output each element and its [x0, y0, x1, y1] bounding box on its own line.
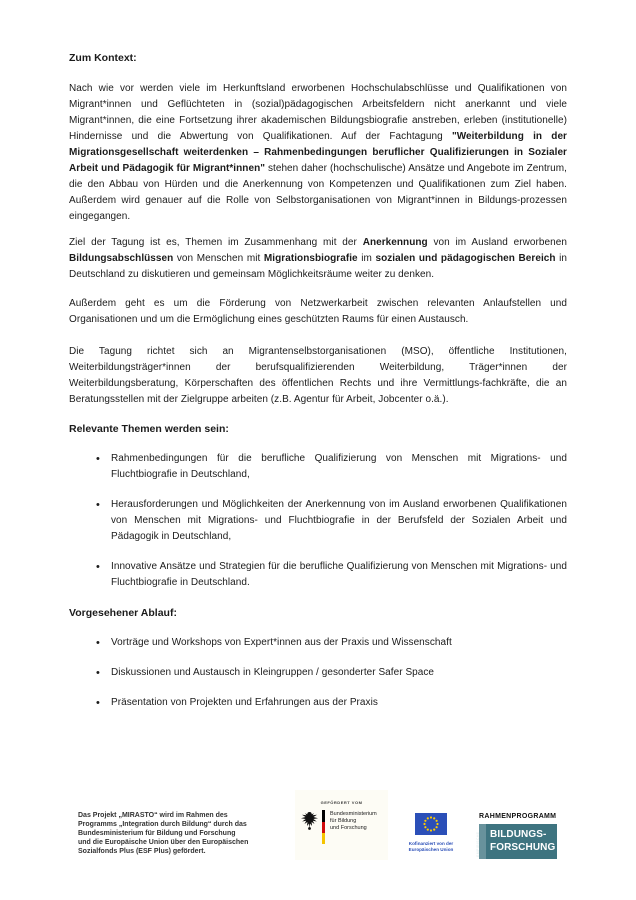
eu-caption-line: Kofinanziert von der [408, 841, 454, 846]
schedule-list-item: • Diskussionen und Austausch in Kleingruppen / gesonderter Safer Space [69, 665, 567, 681]
empirische-vertical-strip [476, 824, 486, 859]
text-run: stehen daher (hochschulische) Ansätze und Angebote im Zentrum, die den Abbau von Hürden und die Anerkennung von Kompetenzen und Qualifikationen zum Ziel haben. Außerdem wird genauer auf die Rolle von Selbstorganisationen von Migrant*innen in Bildungs-prozessen eingegangen. [69, 163, 567, 222]
bmbf-logo [295, 790, 388, 860]
text-run-bold: sozialen und pädagogischen Bereich [375, 253, 556, 264]
text-run: von Menschen mit [173, 253, 264, 264]
eu-cofunding-logo [402, 813, 460, 853]
theme-list-item: • Herausforderungen und Möglichkeiten der Anerkennung von im Ausland erworbenen Qualifikationen von Menschen mit Migrations- und Fluchtbiografie in der Berufsfeld der Sozialen Arbeit und Pädagogik in Deutschland, [69, 497, 567, 545]
rahmenprogramm-logo [476, 813, 558, 859]
german-flag-stripe [322, 810, 325, 844]
bmbf-ministry-name [330, 811, 377, 844]
funding-note: Das Projekt „MIRASTO“ wird im Rahmen des Programms „Integration durch Bildung“ durch das Bundesministerium für Bildung und Forschung und die Europäische Union über den Europäischen Sozialfonds Plus (ESF Plus) gefördert. [78, 812, 249, 855]
paragraph-context-1 [69, 81, 567, 225]
rahmenprogramm-title: RAHMENPROGRAMM [479, 813, 557, 820]
text-run: im [357, 253, 376, 264]
text-run: Nach wie vor werden viele im Herkunftsland erworbenen Hochschulabschlüsse und Qualifikationen von Migrant*innen und Geflüchteten in (sozial)pädagogischen Arbeitsfeldern nicht anerkannt und viele Migrant*innen, die eine Fortsetzung ihrer akademischen Bildungsbiografie anstreben, erleben (institutionelle) Hindernisse und die Abwertung von Qualifikationen. Auf der Fachtagung [69, 83, 567, 142]
theme-list-item: • Rahmenbedingungen für die berufliche Qualifizierung von Menschen mit Migrations- und Fluchtbiografie in Deutschland, [69, 451, 567, 483]
schedule-list [69, 635, 567, 711]
bildungsforschung-label [486, 824, 557, 859]
empirische-label: EMPIRISCHE [476, 831, 480, 857]
section-heading-context: Zum Kontext: [69, 52, 137, 64]
bildungs-line: BILDUNGS- [490, 829, 547, 840]
eu-cofunding-caption [402, 841, 460, 853]
paragraph-audience: Die Tagung richtet sich an Migrantenselbstorganisationen (MSO), öffentliche Institutionen, Weiterbildungsträger*innen der berufsqualifizierenden Weiterbildung, Träger*innen der Weiterbildungsberatung, Körperschaften des öffentlichen Rechts und ihre Vermittlungs-fachkräfte, die an Beratungsstellen mit der Zielgruppe arbeiten (z.B. Agentur für Arbeit, Jobcenter o.ä.). [69, 346, 567, 405]
bmbf-line: Bundesministerium [330, 811, 377, 817]
bmbf-funded-by-label: GEFÖRDERT VOM [320, 800, 363, 805]
theme-list-item: • Innovative Ansätze und Strategien für die berufliche Qualifizierung von Menschen mit Migrations- und Fluchtbiografie in Deutschland. [69, 559, 567, 591]
bildungsforschung-box [476, 824, 557, 859]
bmbf-line: und Forschung [330, 825, 367, 831]
federal-eagle-icon [300, 810, 319, 832]
conference-title-text: "Weiterbildung in der Migrationsgesellschaft weiterdenken – Rahmenbedingungen beruflicher Qualifizierungen in Sozialer Arbeit und Pädagogik für Migrant*innen" [69, 131, 568, 174]
schedule-list-item: • Vorträge und Workshops von Expert*innen aus der Praxis und Wissenschaft [69, 635, 567, 651]
forschung-line: FORSCHUNG [490, 842, 556, 853]
paragraph-network: Außerdem geht es um die Förderung von Netzwerkarbeit zwischen relevanten Anlaufstellen und Organisationen und um die Ermöglichung eines geschützten Raums für einen Austausch. [69, 298, 567, 325]
document-body [69, 50, 567, 725]
text-run-bold: Anerkennung [362, 237, 428, 248]
schedule-list-item: • Präsentation von Projekten und Erfahrungen aus der Praxis [69, 695, 567, 711]
text-run-bold: Migrationsbiografie [263, 253, 358, 264]
text-run: Ziel der Tagung ist es, Themen im Zusammenhang mit der [69, 237, 363, 248]
bmbf-line: für Bildung [330, 818, 357, 824]
eu-caption-line: Europäischen Union [408, 847, 454, 852]
themes-list [69, 451, 567, 591]
paragraph-goal [69, 235, 567, 283]
section-heading-schedule: Vorgesehener Ablauf: [69, 607, 177, 619]
section-heading-themes: Relevante Themen werden sein: [69, 423, 229, 435]
text-run-bold: Bildungsabschlüssen [69, 253, 174, 264]
text-run: in Deutschland zu diskutieren und gemeinsam Möglichkeitsräume weiter zu denken. [69, 253, 568, 280]
eu-flag-icon [415, 813, 447, 835]
funding-footer [0, 786, 636, 881]
text-run: von im Ausland erworbenen [427, 237, 567, 248]
